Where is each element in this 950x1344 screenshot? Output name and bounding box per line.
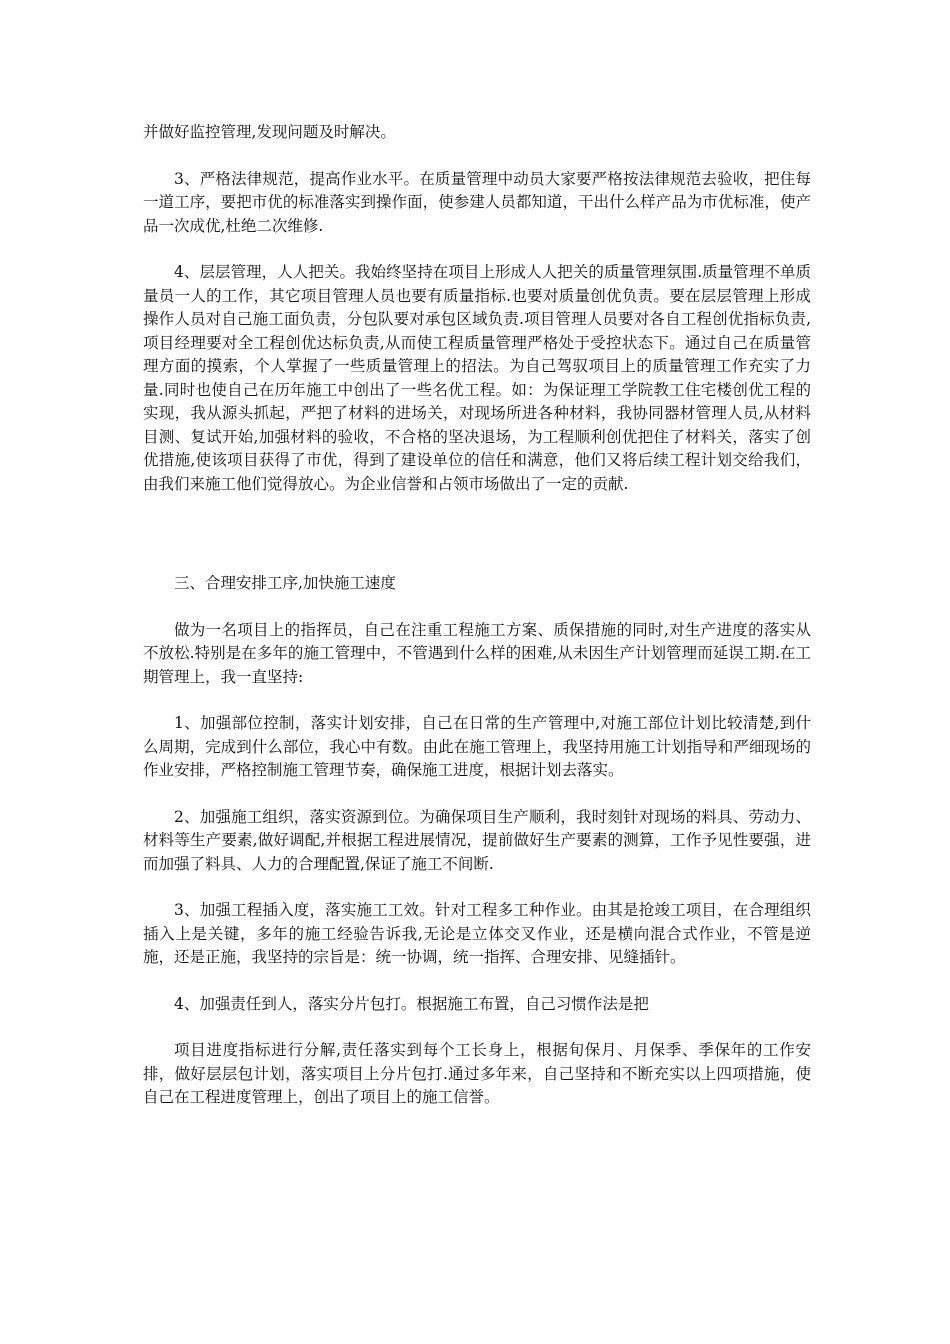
section-heading-3: 三、合理安排工序,加快施工速度 bbox=[174, 574, 396, 592]
paragraph-continuation: 并做好监控管理,发现问题及时解决。 bbox=[143, 123, 396, 141]
paragraph-intro-schedule: 做为一名项目上的指挥员，自己在注重工程施工方案、质保措施的同时,对生产进度的落实从不放松.特别是在多年的施工管理中，不管遇到什么样的困难,从未因生产计划管理而延误工期.在工期管理上，我一直坚持: bbox=[143, 620, 811, 686]
paragraph-item-3-legal-standards: 3、严格法律规范，提高作业水平。在质量管理中动员大家要严格按法律规范去验收，把住每一道工序，要把市优的标准落实到操作面，使参建人员都知道，干出什么样产品为市优标准，使产品一次成优,杜绝二次维修. bbox=[143, 169, 811, 235]
paragraph-item-2-organization: 2、加强施工组织，落实资源到位。为确保项目生产顺利，我时刻针对现场的料具、劳动力、材料等生产要素,做好调配,并根据工程进展情况，提前做好生产要素的测算，工作予见性要强，进而加强了料具、人力的合理配置,保证了施工不间断. bbox=[143, 807, 811, 873]
document-body bbox=[143, 121, 811, 1110]
paragraph-item-1-position-control: 1、加强部位控制，落实计划安排，自己在日常的生产管理中,对施工部位计划比较清楚,到什么周期，完成到什么部位，我心中有数。由此在施工管理上，我坚持用施工计划指导和严细现场的作业安排，严格控制施工管理节奏，确保施工进度，根据计划去落实。 bbox=[143, 714, 811, 779]
paragraph-item-3-insertion: 3、加强工程插入度，落实施工工效。针对工程多工种作业。由其是抢竣工项目，在合理组织插入上是关键，多年的施工经验告诉我,无论是立体交叉作业，还是横向混合式作业，不管是逆施，还是正施，我坚持的宗旨是：统一协调，统一指挥、合理安排、见缝插针。 bbox=[143, 901, 811, 966]
paragraph-item-4-layered-management: 4、层层管理，人人把关。我始终坚持在项目上形成人人把关的质量管理氛围.质量管理不单质量员一人的工作，其它项目管理人员也要有质量指标.也要对质量创优负责。要在层层管理上形成操作人员对自己施工面负责，分包队要对承包区域负责.项目管理人员要对各自工程创优指标负责,项目经理要对全工程创优达标负责,从而使工程质量管理严格处于受控状态下。通过自己在质量管理方面的摸索，个人掌握了一些质量管理上的招法。为自己驾驭项目上的质量管理工作充实了力量.同时也使自己在历年施工中创出了一些名优工程。如：为保证理工学院教工住宅楼创优工程的实现，我从源头抓起，严把了材料的进场关，对现场所进各种材料，我协同器材管理人员,从材料目测、复试开始,加强材料的验收，不合格的坚决退场，为工程顺利创优把住了材料关，落实了创优措施,使该项目获得了市优，得到了建设单位的信任和满意，他们又将后续工程计划交给我们，由我们来施工他们觉得放心。为企业信誉和占领市场做出了一定的贡献. bbox=[143, 263, 811, 493]
paragraph-progress-indicators: 项目进度指标进行分解,责任落实到每个工长身上，根据旬保月、月保季、季保年的工作安排，做好层层包计划，落实项目上分片包打.通过多年来，自己坚持和不断充实以上四项措施，使自己在工程进度管理上，创出了项目上的施工信誉。 bbox=[143, 1041, 811, 1106]
paragraph-item-4-responsibility: 4、加强责任到人，落实分片包打。根据施工布置，自己习惯作法是把 bbox=[174, 994, 649, 1013]
